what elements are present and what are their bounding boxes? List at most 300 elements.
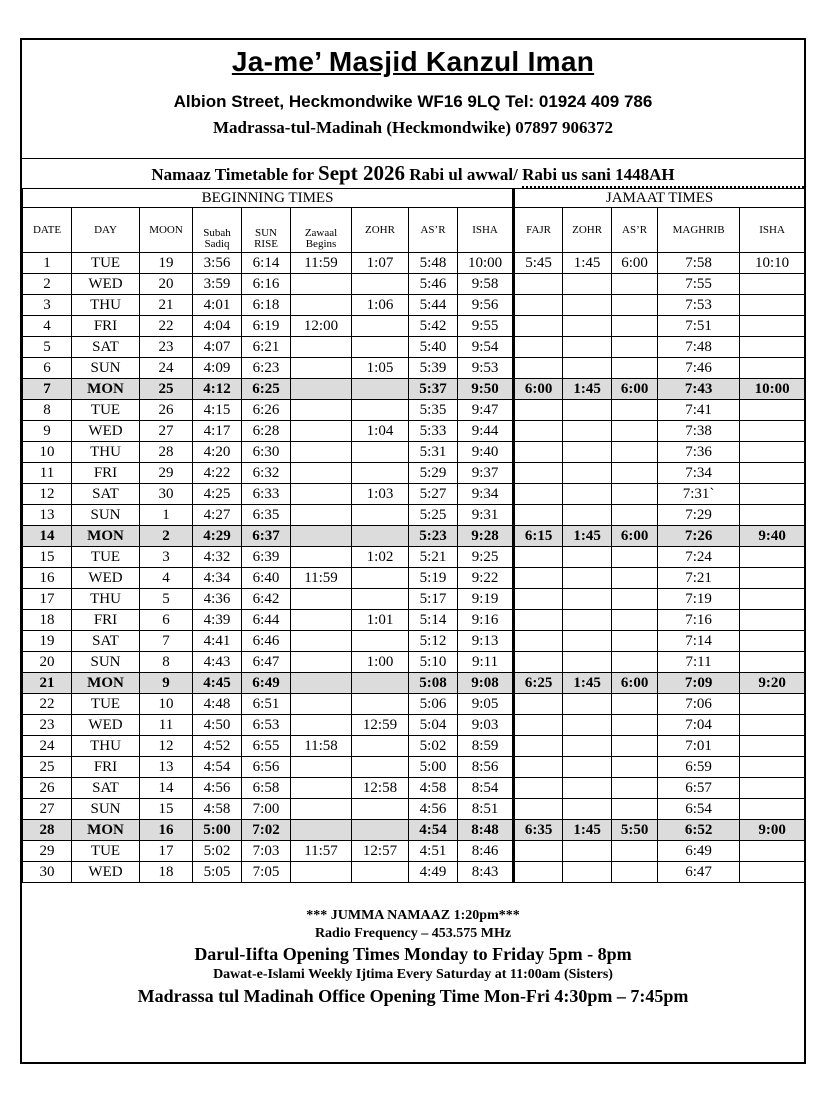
cell-zohr-begin — [352, 463, 409, 484]
cell-date: 30 — [23, 862, 72, 883]
cell-asr-jamaat: 6:00 — [612, 379, 658, 400]
cell-zawaal — [291, 463, 352, 484]
cell-maghrib-jamaat: 7:29 — [658, 505, 740, 526]
cell-asr-begin: 4:56 — [409, 799, 458, 820]
cell-asr-jamaat: 6:00 — [612, 253, 658, 274]
cell-maghrib-jamaat: 7:31` — [658, 484, 740, 505]
cell-sunrise: 6:14 — [242, 253, 291, 274]
cell-day: FRI — [72, 463, 140, 484]
cell-zohr-jamaat — [563, 505, 612, 526]
cell-zohr-jamaat — [563, 736, 612, 757]
cell-asr-begin: 5:25 — [409, 505, 458, 526]
cell-isha-jamaat — [740, 421, 805, 442]
cell-day: MON — [72, 673, 140, 694]
cell-date: 23 — [23, 715, 72, 736]
cell-subah-sadiq: 4:39 — [193, 610, 242, 631]
cell-maghrib-jamaat: 7:36 — [658, 442, 740, 463]
cell-moon: 4 — [140, 568, 193, 589]
cell-sunrise: 6:18 — [242, 295, 291, 316]
cell-isha-begin: 9:08 — [458, 673, 514, 694]
cell-zawaal — [291, 400, 352, 421]
cell-sunrise: 7:02 — [242, 820, 291, 841]
cell-zawaal — [291, 631, 352, 652]
cell-fajr-jamaat — [514, 295, 563, 316]
cell-fajr-jamaat — [514, 589, 563, 610]
cell-isha-begin: 10:00 — [458, 253, 514, 274]
cell-zohr-jamaat — [563, 358, 612, 379]
cell-date: 5 — [23, 337, 72, 358]
cell-fajr-jamaat: 6:00 — [514, 379, 563, 400]
cell-isha-jamaat: 9:20 — [740, 673, 805, 694]
cell-sunrise: 6:55 — [242, 736, 291, 757]
cell-maghrib-jamaat: 7:46 — [658, 358, 740, 379]
table-row — [23, 442, 805, 463]
cell-isha-jamaat — [740, 757, 805, 778]
cell-zohr-jamaat — [563, 799, 612, 820]
cell-fajr-jamaat — [514, 694, 563, 715]
cell-subah-sadiq: 4:12 — [193, 379, 242, 400]
cell-moon: 17 — [140, 841, 193, 862]
cell-isha-jamaat — [740, 694, 805, 715]
cell-subah-sadiq: 4:17 — [193, 421, 242, 442]
cell-maghrib-jamaat: 7:01 — [658, 736, 740, 757]
cell-asr-jamaat — [612, 484, 658, 505]
cell-isha-jamaat — [740, 589, 805, 610]
table-row — [23, 421, 805, 442]
cell-subah-sadiq: 4:58 — [193, 799, 242, 820]
cell-zohr-begin — [352, 379, 409, 400]
cell-zohr-jamaat: 1:45 — [563, 673, 612, 694]
table-row — [23, 652, 805, 673]
cell-date: 11 — [23, 463, 72, 484]
cell-sunrise: 6:40 — [242, 568, 291, 589]
table-row — [23, 568, 805, 589]
cell-date: 2 — [23, 274, 72, 295]
cell-zohr-begin: 1:00 — [352, 652, 409, 673]
table-row — [23, 589, 805, 610]
cell-moon: 30 — [140, 484, 193, 505]
cell-sunrise: 6:47 — [242, 652, 291, 673]
cell-date: 16 — [23, 568, 72, 589]
timetable-suffix: Rabi ul awwal/ Rabi us sani 1448AH — [404, 165, 675, 184]
cell-isha-begin: 9:54 — [458, 337, 514, 358]
cell-day: SUN — [72, 799, 140, 820]
cell-fajr-jamaat — [514, 841, 563, 862]
cell-sunrise: 6:42 — [242, 589, 291, 610]
cell-zohr-jamaat — [563, 568, 612, 589]
cell-zohr-begin — [352, 673, 409, 694]
cell-fajr-jamaat: 5:45 — [514, 253, 563, 274]
cell-subah-sadiq: 4:45 — [193, 673, 242, 694]
cell-asr-jamaat — [612, 799, 658, 820]
cell-maghrib-jamaat: 6:57 — [658, 778, 740, 799]
cell-isha-begin: 9:05 — [458, 694, 514, 715]
cell-zohr-jamaat — [563, 862, 612, 883]
cell-sunrise: 6:26 — [242, 400, 291, 421]
cell-subah-sadiq: 3:59 — [193, 274, 242, 295]
cell-moon: 2 — [140, 526, 193, 547]
cell-maghrib-jamaat: 7:51 — [658, 316, 740, 337]
cell-zawaal — [291, 421, 352, 442]
cell-zawaal — [291, 652, 352, 673]
cell-fajr-jamaat — [514, 736, 563, 757]
cell-zohr-jamaat — [563, 400, 612, 421]
table-row — [23, 295, 805, 316]
cell-moon: 25 — [140, 379, 193, 400]
cell-zohr-jamaat — [563, 337, 612, 358]
cell-isha-begin: 9:55 — [458, 316, 514, 337]
cell-asr-begin: 4:49 — [409, 862, 458, 883]
cell-moon: 7 — [140, 631, 193, 652]
jamaat-times-header: JAMAAT TIMES — [514, 189, 805, 208]
cell-moon: 11 — [140, 715, 193, 736]
cell-isha-begin: 8:59 — [458, 736, 514, 757]
cell-zohr-jamaat — [563, 316, 612, 337]
cell-isha-begin: 9:11 — [458, 652, 514, 673]
cell-fajr-jamaat — [514, 862, 563, 883]
cell-zawaal — [291, 547, 352, 568]
cell-isha-begin: 9:34 — [458, 484, 514, 505]
cell-zawaal — [291, 274, 352, 295]
cell-day: WED — [72, 568, 140, 589]
cell-day: THU — [72, 442, 140, 463]
cell-zohr-jamaat — [563, 715, 612, 736]
cell-date: 14 — [23, 526, 72, 547]
table-row — [23, 778, 805, 799]
cell-asr-jamaat — [612, 337, 658, 358]
cell-zohr-jamaat — [563, 631, 612, 652]
cell-asr-begin: 5:39 — [409, 358, 458, 379]
cell-zohr-begin — [352, 757, 409, 778]
cell-asr-jamaat — [612, 736, 658, 757]
cell-asr-jamaat — [612, 694, 658, 715]
cell-zohr-begin: 12:59 — [352, 715, 409, 736]
cell-maghrib-jamaat: 6:49 — [658, 841, 740, 862]
cell-isha-jamaat — [740, 358, 805, 379]
cell-zohr-jamaat — [563, 652, 612, 673]
cell-day: SAT — [72, 484, 140, 505]
header-divider — [22, 158, 804, 159]
cell-date: 4 — [23, 316, 72, 337]
cell-asr-begin: 5:04 — [409, 715, 458, 736]
col-header-asr-begin: AS’R — [409, 208, 458, 253]
cell-asr-jamaat: 6:00 — [612, 673, 658, 694]
table-row — [23, 736, 805, 757]
cell-zohr-begin: 1:06 — [352, 295, 409, 316]
cell-asr-begin: 5:00 — [409, 757, 458, 778]
cell-date: 7 — [23, 379, 72, 400]
cell-sunrise: 6:32 — [242, 463, 291, 484]
table-row — [23, 862, 805, 883]
cell-zohr-begin: 1:03 — [352, 484, 409, 505]
cell-subah-sadiq: 5:05 — [193, 862, 242, 883]
table-row — [23, 463, 805, 484]
cell-date: 3 — [23, 295, 72, 316]
cell-day: SAT — [72, 778, 140, 799]
cell-zawaal — [291, 694, 352, 715]
radio-frequency: Radio Frequency – 453.575 MHz — [314, 926, 512, 941]
table-row — [23, 820, 805, 841]
cell-zohr-begin: 1:07 — [352, 253, 409, 274]
cell-zohr-begin — [352, 694, 409, 715]
table-row — [23, 505, 805, 526]
cell-zawaal: 11:57 — [291, 841, 352, 862]
timetable-frame — [20, 38, 806, 1064]
cell-isha-jamaat — [740, 547, 805, 568]
cell-fajr-jamaat — [514, 652, 563, 673]
cell-asr-begin: 4:58 — [409, 778, 458, 799]
cell-maghrib-jamaat: 7:14 — [658, 631, 740, 652]
cell-fajr-jamaat — [514, 757, 563, 778]
cell-day: SUN — [72, 358, 140, 379]
cell-day: SAT — [72, 631, 140, 652]
table-row — [23, 841, 805, 862]
cell-date: 8 — [23, 400, 72, 421]
cell-isha-begin: 9:56 — [458, 295, 514, 316]
cell-moon: 8 — [140, 652, 193, 673]
cell-day: THU — [72, 736, 140, 757]
cell-asr-begin: 5:08 — [409, 673, 458, 694]
cell-zawaal — [291, 610, 352, 631]
cell-zohr-begin — [352, 568, 409, 589]
cell-zawaal — [291, 589, 352, 610]
cell-zawaal — [291, 526, 352, 547]
cell-asr-begin: 5:19 — [409, 568, 458, 589]
cell-date: 10 — [23, 442, 72, 463]
cell-asr-jamaat: 5:50 — [612, 820, 658, 841]
cell-date: 19 — [23, 631, 72, 652]
cell-asr-jamaat — [612, 610, 658, 631]
cell-subah-sadiq: 4:22 — [193, 463, 242, 484]
cell-day: SUN — [72, 652, 140, 673]
cell-zawaal — [291, 715, 352, 736]
cell-zohr-begin: 1:05 — [352, 358, 409, 379]
jumma-notice: *** JUMMA NAMAAZ 1:20pm*** — [306, 908, 520, 923]
cell-maghrib-jamaat: 7:16 — [658, 610, 740, 631]
cell-isha-jamaat — [740, 610, 805, 631]
table-row — [23, 379, 805, 400]
cell-isha-begin: 9:25 — [458, 547, 514, 568]
cell-date: 13 — [23, 505, 72, 526]
cell-subah-sadiq: 4:32 — [193, 547, 242, 568]
beginning-times-header: BEGINNING TIMES — [23, 189, 514, 208]
cell-zohr-begin: 1:04 — [352, 421, 409, 442]
cell-day: TUE — [72, 841, 140, 862]
cell-subah-sadiq: 4:29 — [193, 526, 242, 547]
cell-maghrib-jamaat: 7:06 — [658, 694, 740, 715]
cell-zohr-begin — [352, 799, 409, 820]
cell-subah-sadiq: 4:25 — [193, 484, 242, 505]
cell-sunrise: 6:25 — [242, 379, 291, 400]
cell-asr-jamaat — [612, 547, 658, 568]
cell-sunrise: 7:03 — [242, 841, 291, 862]
cell-maghrib-jamaat: 6:59 — [658, 757, 740, 778]
cell-subah-sadiq: 4:04 — [193, 316, 242, 337]
cell-fajr-jamaat — [514, 274, 563, 295]
table-row — [23, 337, 805, 358]
table-row — [23, 547, 805, 568]
cell-zohr-jamaat — [563, 841, 612, 862]
cell-fajr-jamaat — [514, 505, 563, 526]
cell-subah-sadiq: 4:20 — [193, 442, 242, 463]
cell-subah-sadiq: 4:15 — [193, 400, 242, 421]
cell-zohr-jamaat — [563, 295, 612, 316]
cell-sunrise: 6:28 — [242, 421, 291, 442]
cell-fajr-jamaat — [514, 337, 563, 358]
cell-sunrise: 6:23 — [242, 358, 291, 379]
cell-asr-begin: 5:27 — [409, 484, 458, 505]
cell-date: 24 — [23, 736, 72, 757]
madrassa-contact: Madrassa-tul-Madinah (Heckmondwike) 07897 906372 — [213, 118, 613, 137]
cell-asr-begin: 5:14 — [409, 610, 458, 631]
cell-asr-begin: 4:54 — [409, 820, 458, 841]
cell-sunrise: 6:51 — [242, 694, 291, 715]
cell-day: MON — [72, 379, 140, 400]
cell-zohr-jamaat: 1:45 — [563, 253, 612, 274]
cell-asr-begin: 5:23 — [409, 526, 458, 547]
cell-fajr-jamaat — [514, 316, 563, 337]
cell-sunrise: 7:00 — [242, 799, 291, 820]
cell-fajr-jamaat — [514, 463, 563, 484]
cell-asr-jamaat — [612, 421, 658, 442]
cell-day: TUE — [72, 547, 140, 568]
cell-isha-jamaat — [740, 841, 805, 862]
cell-subah-sadiq: 4:01 — [193, 295, 242, 316]
cell-zohr-begin: 12:57 — [352, 841, 409, 862]
timetable-month: Sept 2026 — [318, 161, 405, 185]
cell-fajr-jamaat — [514, 421, 563, 442]
cell-isha-begin: 8:43 — [458, 862, 514, 883]
cell-zawaal — [291, 379, 352, 400]
cell-sunrise: 6:37 — [242, 526, 291, 547]
section-header-row — [23, 189, 805, 208]
col-header-moon: MOON — [140, 208, 193, 253]
cell-day: FRI — [72, 610, 140, 631]
cell-isha-jamaat — [740, 274, 805, 295]
cell-subah-sadiq: 3:56 — [193, 253, 242, 274]
cell-zohr-jamaat: 1:45 — [563, 820, 612, 841]
cell-moon: 26 — [140, 400, 193, 421]
cell-moon: 12 — [140, 736, 193, 757]
cell-moon: 22 — [140, 316, 193, 337]
timetable-prefix: Namaaz Timetable for — [151, 165, 319, 184]
cell-fajr-jamaat — [514, 778, 563, 799]
cell-date: 15 — [23, 547, 72, 568]
column-header-row — [23, 208, 805, 253]
cell-sunrise: 7:05 — [242, 862, 291, 883]
cell-zohr-jamaat — [563, 778, 612, 799]
cell-date: 9 — [23, 421, 72, 442]
cell-zohr-begin — [352, 442, 409, 463]
cell-day: WED — [72, 421, 140, 442]
cell-zohr-begin — [352, 400, 409, 421]
cell-zawaal — [291, 673, 352, 694]
col-header-isha-jamaat: ISHA — [740, 208, 805, 253]
cell-subah-sadiq: 4:36 — [193, 589, 242, 610]
cell-maghrib-jamaat: 7:34 — [658, 463, 740, 484]
cell-maghrib-jamaat: 7:26 — [658, 526, 740, 547]
cell-asr-jamaat — [612, 652, 658, 673]
cell-fajr-jamaat — [514, 799, 563, 820]
cell-moon: 23 — [140, 337, 193, 358]
cell-isha-jamaat — [740, 799, 805, 820]
cell-isha-jamaat: 9:40 — [740, 526, 805, 547]
cell-zohr-begin — [352, 505, 409, 526]
cell-isha-jamaat — [740, 652, 805, 673]
cell-zohr-begin — [352, 736, 409, 757]
table-row — [23, 274, 805, 295]
cell-subah-sadiq: 4:09 — [193, 358, 242, 379]
cell-day: FRI — [72, 757, 140, 778]
cell-sunrise: 6:56 — [242, 757, 291, 778]
cell-moon: 10 — [140, 694, 193, 715]
cell-date: 17 — [23, 589, 72, 610]
cell-isha-begin: 8:48 — [458, 820, 514, 841]
cell-isha-begin: 9:58 — [458, 274, 514, 295]
cell-isha-begin: 9:50 — [458, 379, 514, 400]
cell-day: MON — [72, 526, 140, 547]
cell-zohr-jamaat — [563, 589, 612, 610]
cell-asr-jamaat — [612, 568, 658, 589]
cell-moon: 29 — [140, 463, 193, 484]
cell-asr-jamaat — [612, 442, 658, 463]
cell-day: WED — [72, 274, 140, 295]
cell-sunrise: 6:21 — [242, 337, 291, 358]
cell-asr-jamaat: 6:00 — [612, 526, 658, 547]
cell-maghrib-jamaat: 7:04 — [658, 715, 740, 736]
cell-isha-jamaat — [740, 295, 805, 316]
cell-isha-begin: 9:47 — [458, 400, 514, 421]
cell-sunrise: 6:44 — [242, 610, 291, 631]
cell-isha-begin: 8:56 — [458, 757, 514, 778]
cell-fajr-jamaat — [514, 400, 563, 421]
cell-moon: 20 — [140, 274, 193, 295]
table-row — [23, 400, 805, 421]
cell-moon: 18 — [140, 862, 193, 883]
cell-maghrib-jamaat: 7:38 — [658, 421, 740, 442]
table-row — [23, 316, 805, 337]
cell-sunrise: 6:33 — [242, 484, 291, 505]
cell-zohr-begin: 12:58 — [352, 778, 409, 799]
cell-zohr-begin: 1:01 — [352, 610, 409, 631]
col-header-day: DAY — [72, 208, 140, 253]
cell-asr-begin: 5:40 — [409, 337, 458, 358]
cell-subah-sadiq: 4:48 — [193, 694, 242, 715]
cell-asr-jamaat — [612, 358, 658, 379]
cell-isha-begin: 9:22 — [458, 568, 514, 589]
cell-zohr-jamaat: 1:45 — [563, 379, 612, 400]
cell-asr-begin: 5:21 — [409, 547, 458, 568]
table-row — [23, 631, 805, 652]
cell-asr-jamaat — [612, 715, 658, 736]
cell-zawaal — [291, 442, 352, 463]
cell-zohr-begin — [352, 526, 409, 547]
cell-fajr-jamaat — [514, 631, 563, 652]
cell-zawaal: 11:58 — [291, 736, 352, 757]
cell-asr-begin: 5:37 — [409, 379, 458, 400]
cell-asr-begin: 5:35 — [409, 400, 458, 421]
cell-isha-begin: 9:16 — [458, 610, 514, 631]
cell-day: MON — [72, 820, 140, 841]
cell-sunrise: 6:58 — [242, 778, 291, 799]
cell-zawaal — [291, 862, 352, 883]
cell-asr-jamaat — [612, 463, 658, 484]
cell-day: TUE — [72, 694, 140, 715]
cell-isha-begin: 9:44 — [458, 421, 514, 442]
cell-isha-jamaat — [740, 505, 805, 526]
cell-sunrise: 6:35 — [242, 505, 291, 526]
cell-isha-begin: 9:53 — [458, 358, 514, 379]
